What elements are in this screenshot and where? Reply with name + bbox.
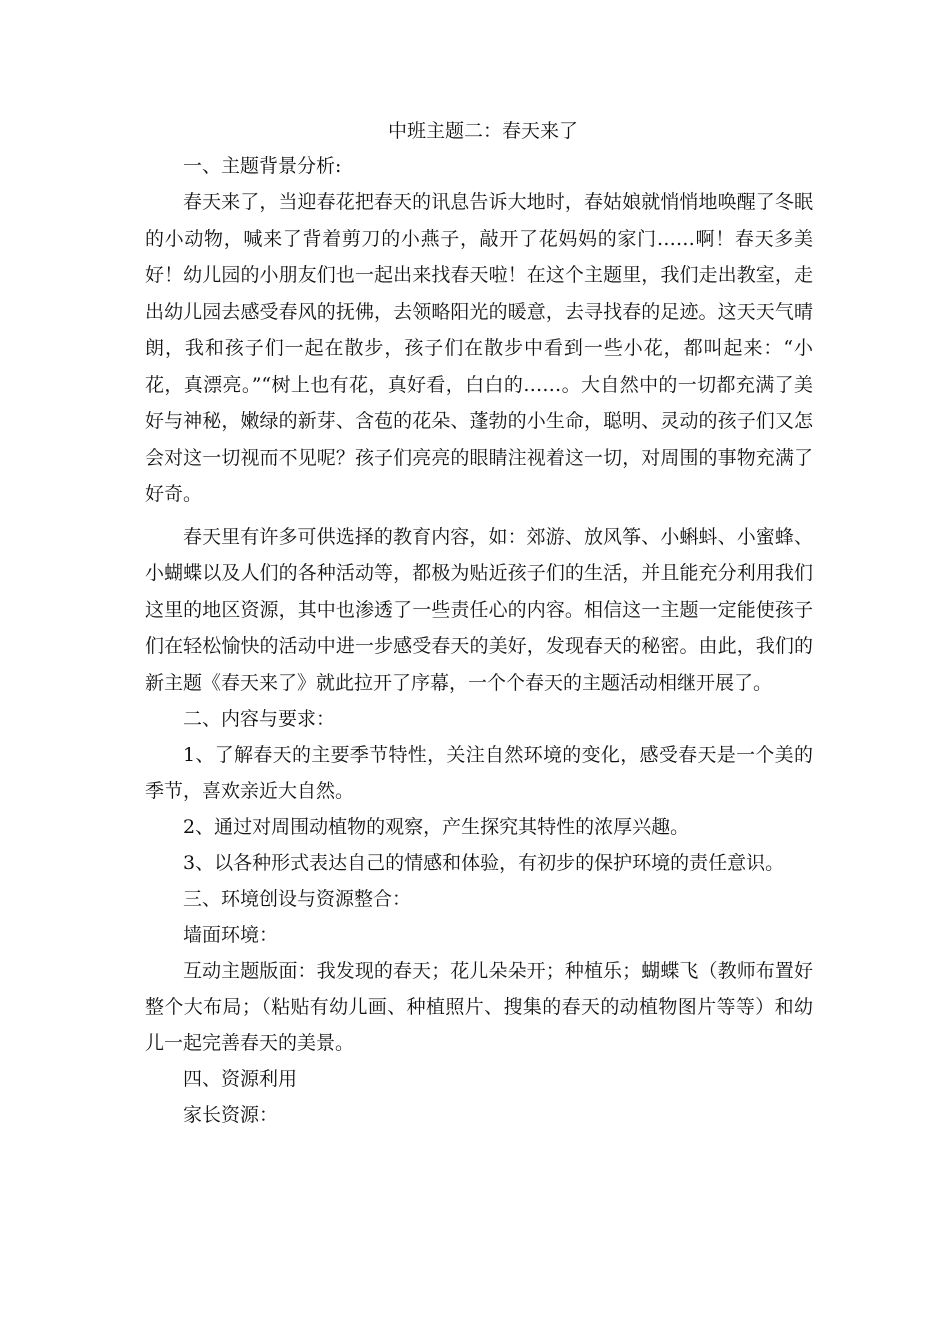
paragraph-background-2: 春天里有许多可供选择的教育内容，如：郊游、放风筝、小蝌蚪、小蜜蜂、小蝴蝶以及人们的各种活动等，都极为贴近孩子们的生活，并且能充分利用我们这里的地区资源，其中也渗透了一些责任心的内容。相信这一主题一定能使孩子们在轻松愉快的活动中进一步感受春天的美好，发现春天的秘密。由此，我们的新主题《春天来了》就此拉开了序幕，一个个春天的主题活动相继开展了。	[145, 525, 813, 694]
requirement-item-3: 3、以各种形式表达自己的情感和体验，有初步的保护环境的责任意识。	[183, 852, 785, 874]
requirement-item-2: 2、通过对周围动植物的观察，产生探究其特性的浓厚兴趣。	[183, 816, 690, 838]
requirement-item-1: 1、了解春天的主要季节特性，关注自然环境的变化，感受春天是一个美的季节，喜欢亲近大自然。	[145, 744, 813, 802]
section-heading-background: 一、主题背景分析:	[183, 155, 342, 177]
wall-environment-paragraph: 互动主题版面：我发现的春天；花儿朵朵开；种植乐；蝴蝶飞（教师布置好整个大布局；（粘贴有幼儿画、种植照片、搜集的春天的动植物图片等等）和幼儿一起完善春天的美景。	[145, 960, 813, 1054]
document-page	[145, 114, 813, 1133]
document-title: 中班主题二：春天来了	[387, 120, 578, 142]
paragraph-background-1: 春天来了，当迎春花把春天的讯息告诉大地时，春姑娘就悄悄地唤醒了冬眠的小动物，喊来了背着剪刀的小燕子，敲开了花妈妈的家门……啊！春天多美好！幼儿园的小朋友们也一起出来找春天啦！在这个主题里，我们走出教室，走出幼儿园去感受春风的抚佛，去领略阳光的暖意，去寻找春的足迹。这天天气晴朗，我和孩子们一起在散步，孩子们在散步中看到一些小花，都叫起来：“小花，真漂亮。”“树上也有花，真好看，白白的……。大自然中的一切都充满了美好与神秘，嫩绿的新芽、含苞的花朵、蓬勃的小生命，聪明、灵动的孩子们又怎会对这一切视而不见呢？孩子们亮亮的眼睛注视着这一切，对周围的事物充满了好奇。	[145, 191, 813, 505]
parent-resources-label: 家长资源：	[183, 1104, 279, 1126]
wall-environment-label: 墙面环境：	[183, 924, 279, 946]
section-heading-requirements: 二、内容与要求：	[183, 708, 336, 730]
section-heading-environment: 三、环境创设与资源整合：	[183, 888, 412, 910]
section-heading-resources: 四、资源利用	[183, 1068, 298, 1090]
